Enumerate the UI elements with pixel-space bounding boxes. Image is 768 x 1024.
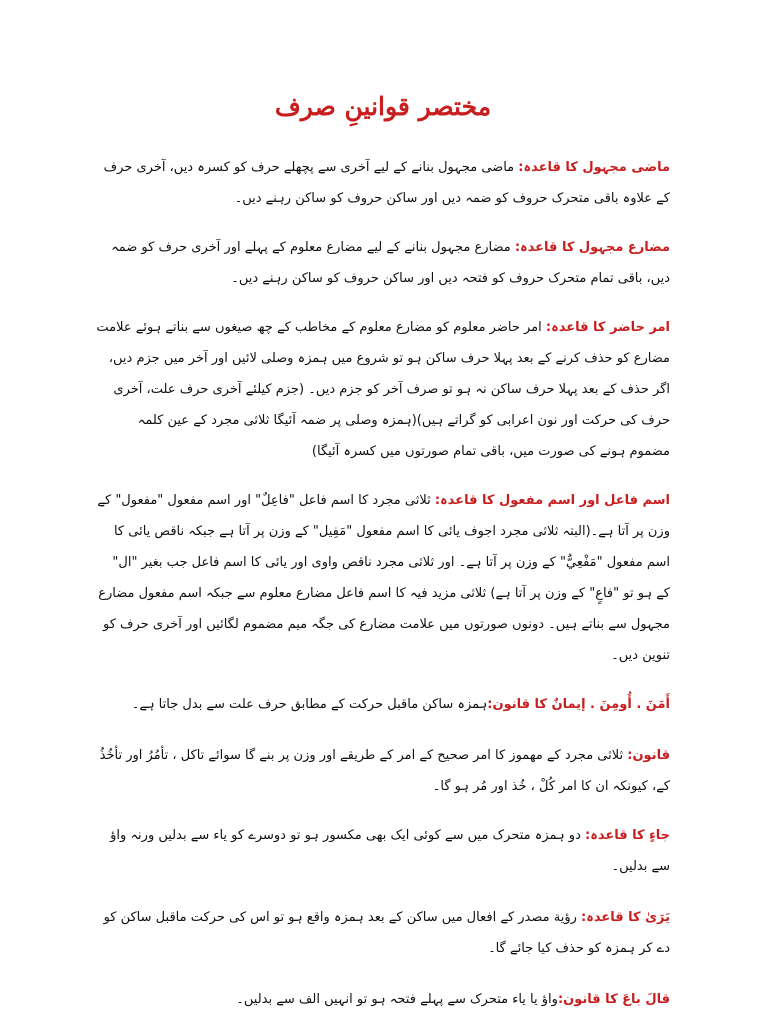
rule-heading: قالَ باعَ کا قانون: — [557, 992, 670, 1007]
rule-text: ثلاثی مجرد کا اسم فاعل "فاعِلٌ" اور اسم مفعول "مفعول" کے وزن پر آتا ہے۔(البتہ ثلاثی مجرد اجوف یائی کا اسم مفعول "مَفِیل" کے وزن پر آتا ہے جبکہ ناقص یائی کا اسم مفعول "مَفْعِيٌّ" کے وزن پر آتا ہے۔ اور ثلاثی مجرد ناقص واوی اور یائی کا اسم فاعل جب بغیر "ال" کے ہو تو "فاعٍ" کے وزن پر آتا ہے) ثلاثی مزید فیہ کا اسم فاعل مضارع معلوم سے جبکہ اسم مفعول مضارع مجہول سے بناتے ہیں۔ دونوں صورتوں میں علامت مضارع کی جگہ میم مضموم لگائیں اور آخری حرف کو تنوین دیں۔ — [97, 493, 670, 663]
rule-text: ماضی مجہول بنانے کے لیے آخری سے پچھلے حرف کو کسرہ دیں، آخری حرف کے علاوہ باقی متحرک حروف کو ضمہ دیں اور ساکن حروف کو ساکن رہنے دیں۔ — [103, 160, 670, 206]
rule-heading: مضارع مجہول کا قاعدہ: — [514, 240, 670, 255]
rule-amana — [96, 689, 670, 720]
page-title: مختصر قوانینِ صرف — [274, 92, 492, 121]
rule-heading: يَرَیٰ کا قاعدہ: — [581, 910, 670, 925]
rule-qala-baa — [96, 984, 670, 1015]
rule-heading: امر حاضر کا قاعدہ: — [545, 320, 670, 335]
rule-heading: ماضی مجہول کا قاعدہ: — [518, 160, 670, 175]
rule-heading: أَمَنَ . أُومِنَ . إیمانٌ کا قانون: — [487, 697, 670, 712]
rule-text: ہمزہ ساکن ماقبل حرکت کے مطابق حرف علت سے بدل جاتا ہے۔ — [131, 697, 488, 712]
rule-imperative — [96, 312, 670, 467]
rule-participles — [96, 485, 670, 671]
rule-text: رؤیة مصدر کے افعال میں ساکن کے بعد ہمزہ واقع ہو تو اس کی حرکت ماقبل ساکن کو دے کر ہمزہ کو حذف کیا جائے گا۔ — [103, 910, 670, 956]
rule-yara — [96, 902, 670, 964]
rule-heading: جاءٍ کا قاعدہ: — [585, 828, 670, 843]
rule-text: ثلاثی مجرد کے مھموز کا امر صحیح کے امر کے طریقے اور وزن پر بنے گا سوائے تاکل ، تأمُرُ اور تأخُذُ کے، کیونکہ ان کا امر کُلْ ، خُذ اور مُر ہو گا۔ — [99, 748, 670, 794]
rule-heading: اسم فاعل اور اسم مفعول کا قاعدہ: — [434, 493, 670, 508]
rule-hamzated-imperative — [96, 740, 670, 802]
rule-past-passive — [96, 152, 670, 214]
rule-present-passive — [96, 232, 670, 294]
rule-heading: قانون: — [627, 748, 670, 763]
rule-text: مضارع مجہول بنانے کے لیے مضارع معلوم کے پہلے اور آخری حرف کو ضمہ دیں، باقی تمام متحرک حروف کو فتحہ دیں اور ساکن حروف کو ساکن رہنے دیں۔ — [111, 240, 670, 286]
rule-text: امر حاضر معلوم کو مضارع معلوم کے مخاطب کے چھ صیغوں سے بناتے ہوئے علامت مضارع کو حذف کرنے کے بعد پہلا حرف ساکن ہو تو شروع میں ہمزہ وصلی لائیں اور آخر میں جزم دیں، اگر حذف کے بعد پہلا حرف ساکن نہ ہو تو صرف آخر کو جزم دیں۔ (جزم کیلئے آخری حرف علت، آخری حرف کی حرکت اور نون اعرابی کو گراتے ہیں)(ہمزہ وصلی پر ضمہ آئیگا ثلاثی مجرد کے عین کلمہ مضموم ہونے کی صورت میں، باقی تمام صورتوں میں کسرہ آئیگا) — [96, 320, 670, 459]
rule-jaa — [96, 820, 670, 882]
rule-text: دو ہمزہ متحرک میں سے کوئی ایک بھی مکسور ہو تو دوسرے کو یاء سے بدلیں ورنہ واؤ سے بدلیں۔ — [110, 828, 670, 874]
rule-text: واؤ یا یاء متحرک سے پہلے فتحہ ہو تو انہیں الف سے بدلیں۔ — [236, 992, 558, 1007]
